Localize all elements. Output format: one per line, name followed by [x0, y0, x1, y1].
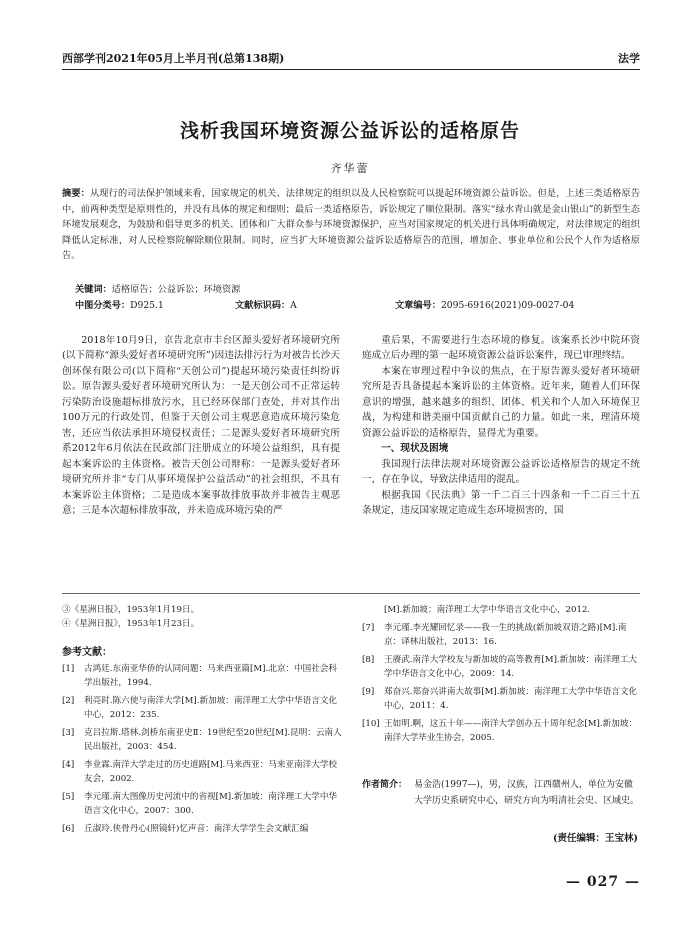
- reference-item: [10] 王如明.啊，这五十年——南洋大学创办五十周年纪念[M].新加坡：南洋大学毕业生协会，2005.: [362, 719, 638, 743]
- reference-item: [2] 利亮时.陈六使与南洋大学[M].新加坡：南洋理工大学中华语言文化中心，2012：235.: [62, 696, 338, 720]
- reference-item: [9] 郑奋兴.郑奋兴讲南大故事[M].新加坡：南洋理工大学中华语言文化中心，2011：4.: [362, 687, 638, 711]
- keywords-text: 适格原告；公益诉讼；环境资源: [111, 284, 241, 295]
- body-paragraph: 2018年10月9日，京告北京市丰台区源头爱好者环境研究所(以下简称“源头爱好者环境研究所”)因违法排污行为对被告长沙天创环保有限公司(以下简称“天创公司”)提起环境污染责任纠纷诉讼。原告源头爱好者环境研究所认为：一是天创公司不正常运转污染防治设施超标排放污水，且已经环保部门查处，并对其作出100万元的行政处罚，但鉴于天创公司主观恶意造成环境污染危害，还应当依法承担环境侵权责任；二是源头爱好者环境研究所系2012年6月依法在民政部门注册成立的环境公益组织，具有提起本案诉讼的主体资格。被告天创公司辩称：一是源头爱好者环境研究所并非“专门从事环境保护公益活动”的社会组织，不具有本案诉讼主体资格；二是造成本案事故排放事故并非被告主观恶意；三是本次超标排放事故，并未造成环境污染的严: [62, 335, 340, 516]
- body-left-column: [62, 333, 340, 518]
- abstract-text: 从现行的司法保护领域来看，国家规定的机关、法律规定的组织以及人民检察院可以提起环境资源公益诉讼。但是，上述三类适格原告中，前两种类型是原则性的，并没有具体的规定和细则；最后一类适格原告，诉讼规定了顺位限制。落实“绿水青山就是金山银山”的新型生态环境发展观念，为鼓励和倡导更多的机关、团体和广大群众参与环境资源保护，应当对国家规定的机关进行具体明确规定，对法律规定的组织降低认定标准，对人民检察院解除顺位限制。同时，应当扩大环境资源公益诉讼适格原告的范围，增加企、事业单位和公民个人作为适格原告。: [62, 188, 641, 262]
- keywords-label: 关键词：: [75, 284, 112, 295]
- section-heading: 一、现状及困境: [381, 443, 449, 455]
- reference-item: [M].新加坡：南洋理工大学中华语言文化中心，2012.: [384, 605, 591, 615]
- journal-info: 西部学刊2021年05月上半月刊(总第138期): [62, 52, 285, 65]
- doc-code-label: 文献标识码：: [235, 300, 291, 311]
- body-paragraph: 根据我国《民法典》第一千二百三十四条和一千二百三十五条规定，违反国家规定造成生态环境损害的，国: [362, 489, 640, 516]
- body-paragraph: 本案在审理过程中争议的焦点，在于原告源头爱好者环境研究所是否具备提起本案诉讼的主体资格。近年来，随着人们环保意识的增强，越来越多的组织、团体、机关和个人加入环境保卫战，为构建和谐美丽中国贡献自己的力量。如此一来，理清环境资源公益诉讼的适格原告，显得尤为重要。: [362, 365, 640, 439]
- footnote: ③《星洲日报》，1953年1月19日。: [62, 605, 200, 615]
- author-bio-text: 易金浩(1997—)，男，汉族，江西赣州人，单位为安徽大学历史系研究中心，研究方向为明清社会史、区域史。: [414, 780, 640, 806]
- header-rule: [62, 69, 640, 70]
- body-paragraph: 重后果，不需要进行生态环境的修复。该案系长沙中院环资庭成立后办理的第一起环境资源公益诉讼案件，现已审理终结。: [362, 335, 640, 362]
- reference-item: [4] 李业霖.南洋大学走过的历史道路[M].马来西亚：马来亚南洋大学校友会，2002.: [62, 760, 338, 784]
- clc-value: D925.1: [130, 300, 164, 311]
- references-heading: 参考文献：: [62, 647, 112, 658]
- author-bio: [362, 778, 640, 809]
- article-author: 齐华蕾: [330, 162, 370, 175]
- reference-item: [8] 王赓武.南洋大学校友与新加坡的高等教育[M].新加坡：南洋理工大学中华语言文化中心，2009：14.: [362, 655, 638, 679]
- body-right-column: [362, 333, 640, 518]
- body-paragraph: 我国现行法律法规对环境资源公益诉讼适格原告的规定不统一，存在争议，导致法律适用的混乱。: [362, 458, 640, 486]
- author-bio-label: 作者简介：: [362, 780, 408, 790]
- reference-item: [5] 李元瑾.南大图像历史河流中的省视[M].新加坡：南洋理工大学中华语言文化中心，2007：300.: [62, 792, 338, 816]
- footnote: ④《星洲日报》，1953年1月23日。: [62, 619, 200, 629]
- article-title: 浅析我国环境资源公益诉讼的适格原告: [179, 120, 520, 142]
- abstract: [62, 186, 640, 264]
- reference-item: [3] 克吕拉斯.塔林.剑桥东南亚史Ⅱ：19世纪至20世纪[M].昆明：云南人民出版社，2003：454.: [62, 728, 342, 752]
- classification-line: [75, 297, 640, 311]
- footnote-divider: [62, 593, 640, 594]
- references-right: [362, 603, 640, 749]
- article-number-value: 2095-6916(2021)09-0027-04: [440, 300, 575, 311]
- clc-label: 中图分类号：: [75, 300, 131, 311]
- editor-credit: (责任编辑：王宝林): [553, 833, 638, 844]
- article-number-label: 文章编号：: [395, 300, 441, 311]
- keywords: [75, 281, 635, 295]
- section-name: 法学: [618, 52, 640, 65]
- footnotes: [62, 603, 342, 631]
- reference-item: [1] 古鸿廷.东南亚华侨的认同问题：马来西亚篇[M].北京：中国社会科学出版社，1994.: [62, 664, 338, 688]
- page-header: [62, 50, 640, 68]
- reference-item: [6] 丘淑玲.侠骨丹心(照镜轩)忆声音：南洋大学学生会文献汇编: [62, 824, 309, 834]
- doc-code-value: A: [290, 300, 297, 311]
- references-left: [62, 662, 342, 840]
- page-number: — 027 —: [566, 874, 640, 890]
- abstract-label: 摘要：: [62, 188, 90, 199]
- reference-item: [7] 李元瑾.李光耀回忆录——我一生的挑战(新加坡双语之路)[M].南京：译林出版社，2013：16.: [362, 623, 627, 647]
